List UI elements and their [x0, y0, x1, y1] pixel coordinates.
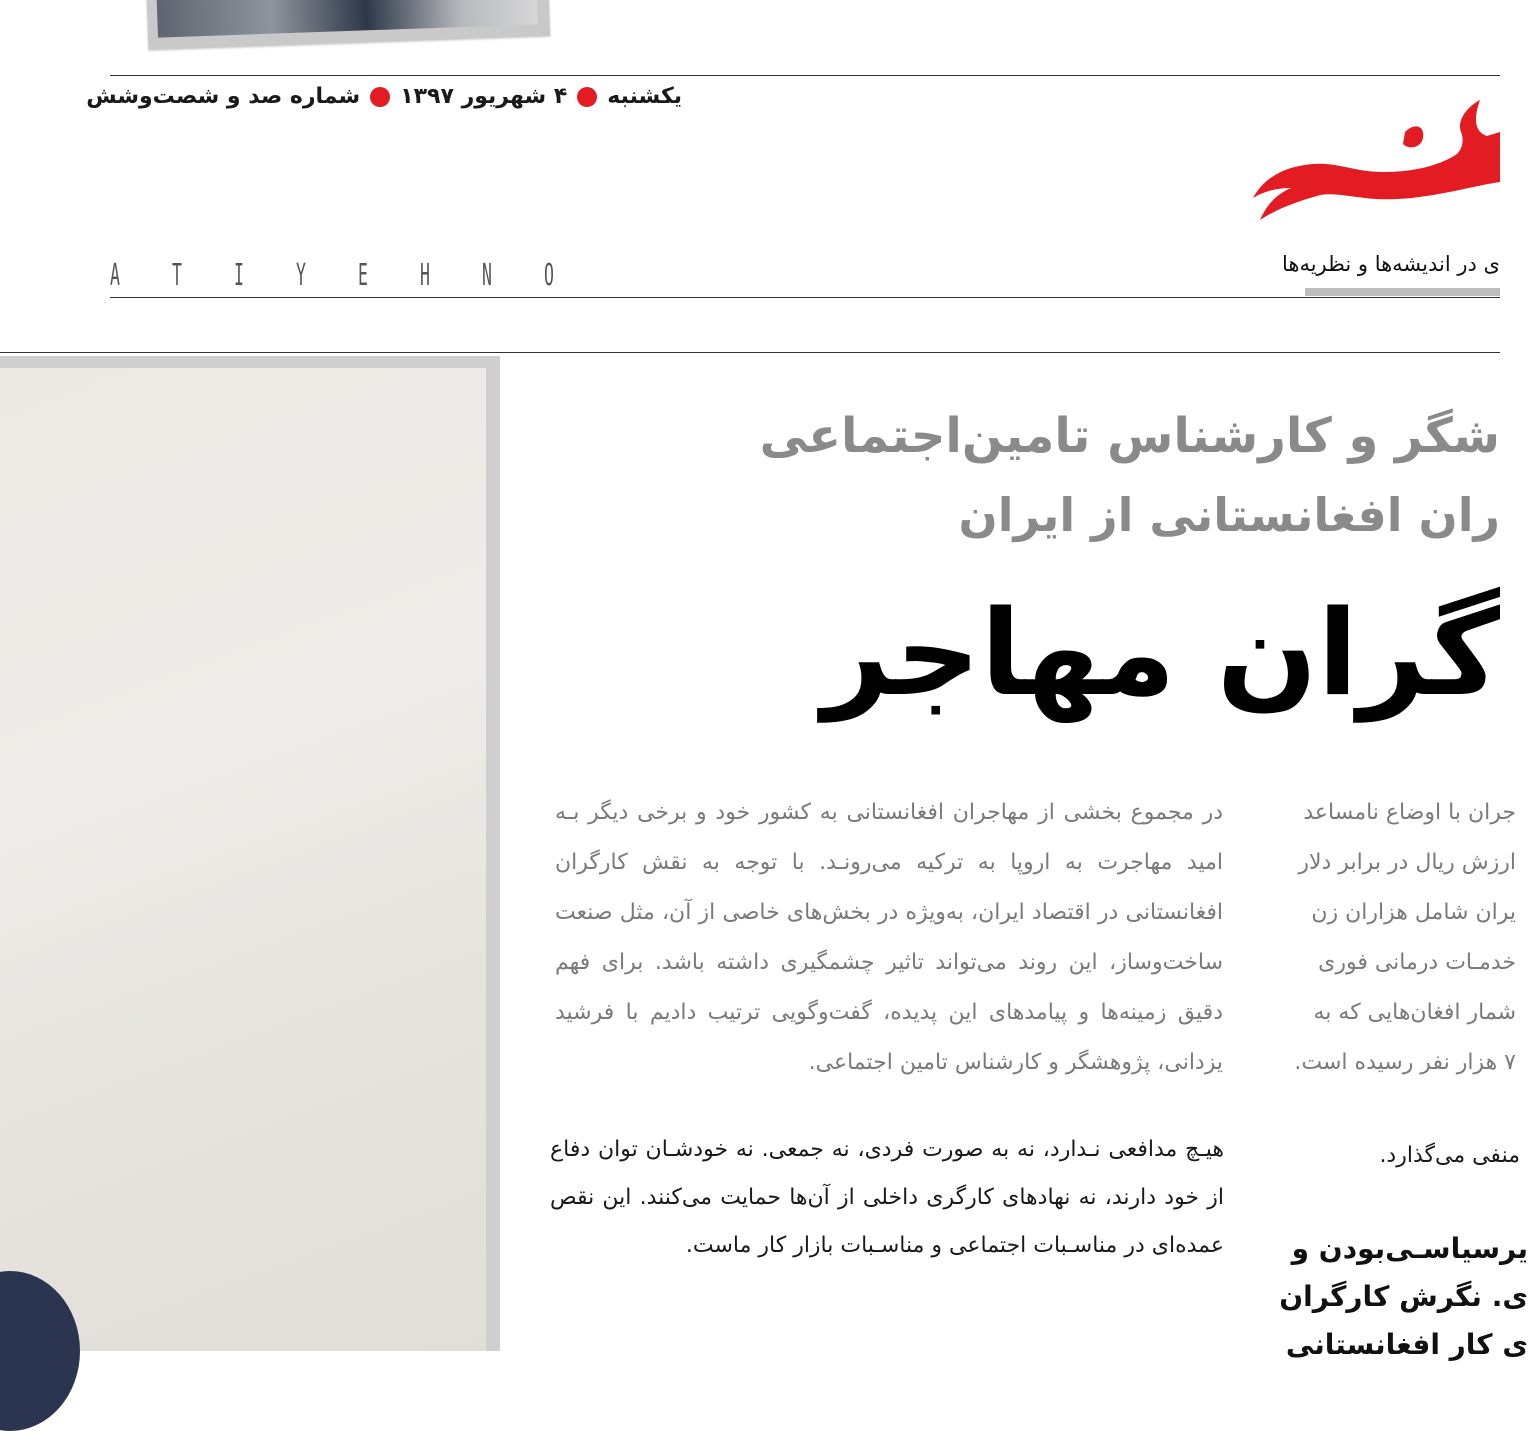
- tagline: ی در اندیشه‌ها و نظریه‌ها: [1281, 252, 1500, 276]
- headline-subtitle-1: شگر و کارشناس تامین‌اجتماعی: [759, 408, 1500, 464]
- intro-right-line: شمار افغان‌هایی که به: [1313, 1000, 1516, 1025]
- section-letter: I: [234, 258, 244, 293]
- dateline: [86, 84, 682, 109]
- brand-logo-icon: [1225, 92, 1500, 227]
- intro-right-line: ارزش ریال در برابر دلار: [1298, 850, 1516, 875]
- red-dot-icon: [370, 87, 390, 107]
- intro-right-line: جران با اوضاع نامساعد: [1303, 800, 1516, 825]
- dateline-date: ۴ شهریور ۱۳۹۷: [400, 84, 568, 109]
- intro-right-line: خدمـات درمانی فوری: [1318, 950, 1516, 975]
- dateline-day: یکشنبه: [607, 84, 682, 109]
- section-letter: N: [482, 258, 492, 293]
- red-dot-icon: [577, 87, 597, 107]
- header-bottom-rule: [110, 297, 1500, 298]
- section-letter: T: [172, 258, 182, 293]
- article-photo: [0, 356, 500, 1351]
- top-photo-fragment: [146, 0, 550, 50]
- dateline-issue: شماره صد و شصت‌وشش: [86, 84, 361, 109]
- intro-right-line: یران شامل هزاران زن: [1311, 900, 1516, 925]
- right-subheading-line: ی. نگرش کارگران: [1279, 1280, 1528, 1313]
- section-letters: [110, 258, 606, 293]
- intro-paragraph: در مجموع بخشی از مهاجران افغانستانی به کشور خود و برخی دیگر بـه امید مهاجرت به اروپا به ترکیه می‌رونـد. با توجه به نقش کارگران افغانستانی در اقتصاد ایران، به‌ویژه در بخش‌های خاصی از آن، مثل صنعت ساخت‌وساز، این روند می‌تواند تاثیر چشمگیری داشته باشد. برای فهم دقیق زمینه‌ها و پیامدهای این پدیده، گفت‌وگویی ترتیب دادیم با فرشید یزدانی، پژوهشگر و کارشناس تامین اجتماعی.: [555, 800, 1223, 1075]
- section-letter: H: [420, 258, 430, 293]
- section-letter: E: [358, 258, 368, 293]
- section-letter: O: [544, 258, 554, 293]
- headline-main: گران مهاجر: [822, 584, 1500, 722]
- article-top-rule: [0, 352, 1500, 353]
- right-subheading-line: ی کار افغانستانی: [1285, 1328, 1528, 1361]
- body-right-fragment: منفی می‌گذارد.: [1379, 1143, 1520, 1168]
- right-subheading-line: یرسیاسـی‌بودن و: [1291, 1232, 1528, 1265]
- tagline-underline: [1305, 288, 1500, 296]
- section-letter: Y: [296, 258, 306, 293]
- section-letter: A: [110, 258, 120, 293]
- headline-subtitle-2: ران افغانستانی از ایران: [958, 488, 1500, 542]
- intro-right-line: ۷ هزار نفر رسیده است.: [1294, 1050, 1516, 1075]
- body-paragraph: هیـچ مدافعی نـدارد، نه به صورت فردی، نه جمعی. نه خودشـان توان دفاع از خود دارند، نه نهادهای کارگری داخلی از آن‌ها حمایت می‌کنند. این نقص عمده‌ای در مناسـبات اجتماعی و مناسـبات بازار کار ماست.: [550, 1137, 1224, 1258]
- intro-right-column: [1276, 788, 1516, 1088]
- header-top-rule: [110, 75, 1500, 76]
- right-subheading: [1268, 1225, 1528, 1369]
